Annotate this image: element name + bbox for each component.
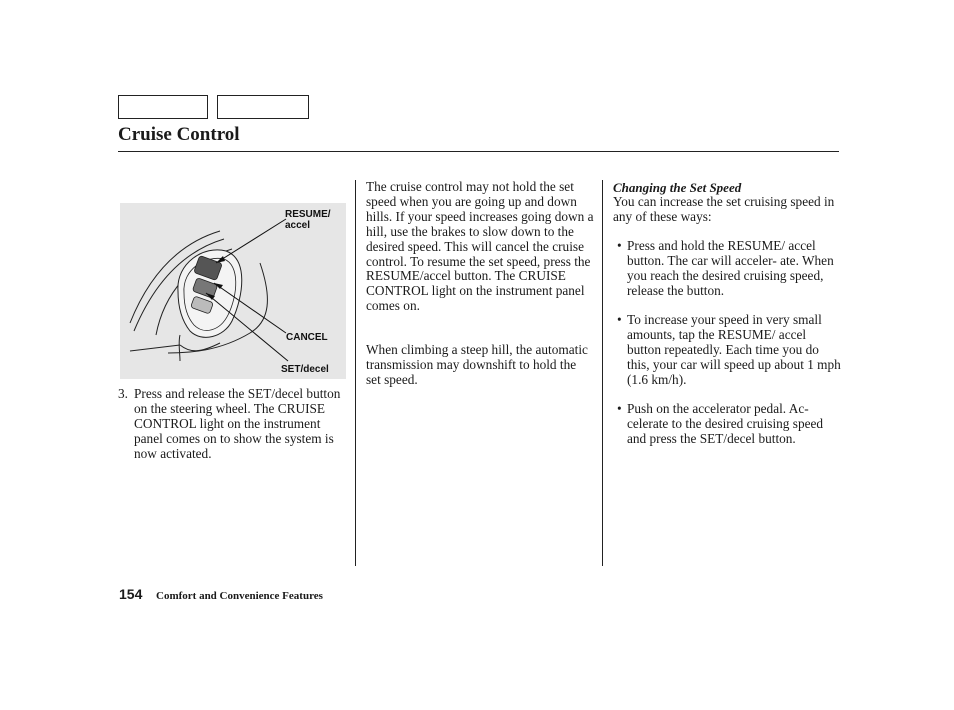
step-number: 3. <box>118 386 128 401</box>
bullet-icon: • <box>617 238 622 253</box>
page-title: Cruise Control <box>118 124 240 145</box>
step-3 <box>118 387 350 462</box>
bullet-text: Press and hold the RESUME/ accel button. The car will acceler- ate. When you reach the desired cruising speed, release the button. <box>627 238 834 298</box>
column-divider-1 <box>355 180 356 566</box>
bullet-icon: • <box>617 401 622 416</box>
set-decel-label: SET/decel <box>281 364 329 375</box>
bullet-item-2 <box>617 313 841 388</box>
set-speed-intro: You can increase the set cruising speed in any of these ways: <box>613 194 835 224</box>
bullet-text: To increase your speed in very small amounts, tap the RESUME/ accel button repeatedly. Each time you do this, your car will speed up about 1 mph (1.6 km/h). <box>627 312 841 387</box>
column2-paragraph-1: The cruise control may not hold the set speed when you are going up and down hills. If your speed increases going down a hill, use the brakes to slow down to the desired speed. This will cancel the cruise control. To resume the set speed, press the RESUME/accel button. The CRUISE CONTROL light on the instrument panel comes on. <box>366 179 594 314</box>
resume-accel-label-line2: accel <box>285 220 311 231</box>
steering-wheel-illustration <box>120 203 346 379</box>
set-speed-subheading: Changing the Set Speed <box>613 180 742 195</box>
column2-paragraph-2: When climbing a steep hill, the automatic transmission may downshift to hold the set speed. <box>366 342 588 387</box>
title-rule <box>118 151 839 152</box>
resume-accel-label-line1: RESUME/ <box>285 209 331 220</box>
page-number: 154 <box>119 586 143 602</box>
nav-tab-box-1[interactable] <box>118 95 208 119</box>
bullet-item-1 <box>617 239 841 299</box>
bullet-item-3 <box>617 402 841 447</box>
section-name: Comfort and Convenience Features <box>156 590 323 602</box>
cancel-label: CANCEL <box>286 332 328 343</box>
nav-tab-box-2[interactable] <box>217 95 309 119</box>
column-divider-2 <box>602 180 603 566</box>
bullet-text: Push on the accelerator pedal. Ac- celerate to the desired cruising speed and press the SET/decel button. <box>627 401 824 446</box>
step-text: Press and release the SET/decel button on the steering wheel. The CRUISE CONTROL light on the instrument panel comes on to show the system is now activated. <box>134 386 341 461</box>
bullet-icon: • <box>617 312 622 327</box>
